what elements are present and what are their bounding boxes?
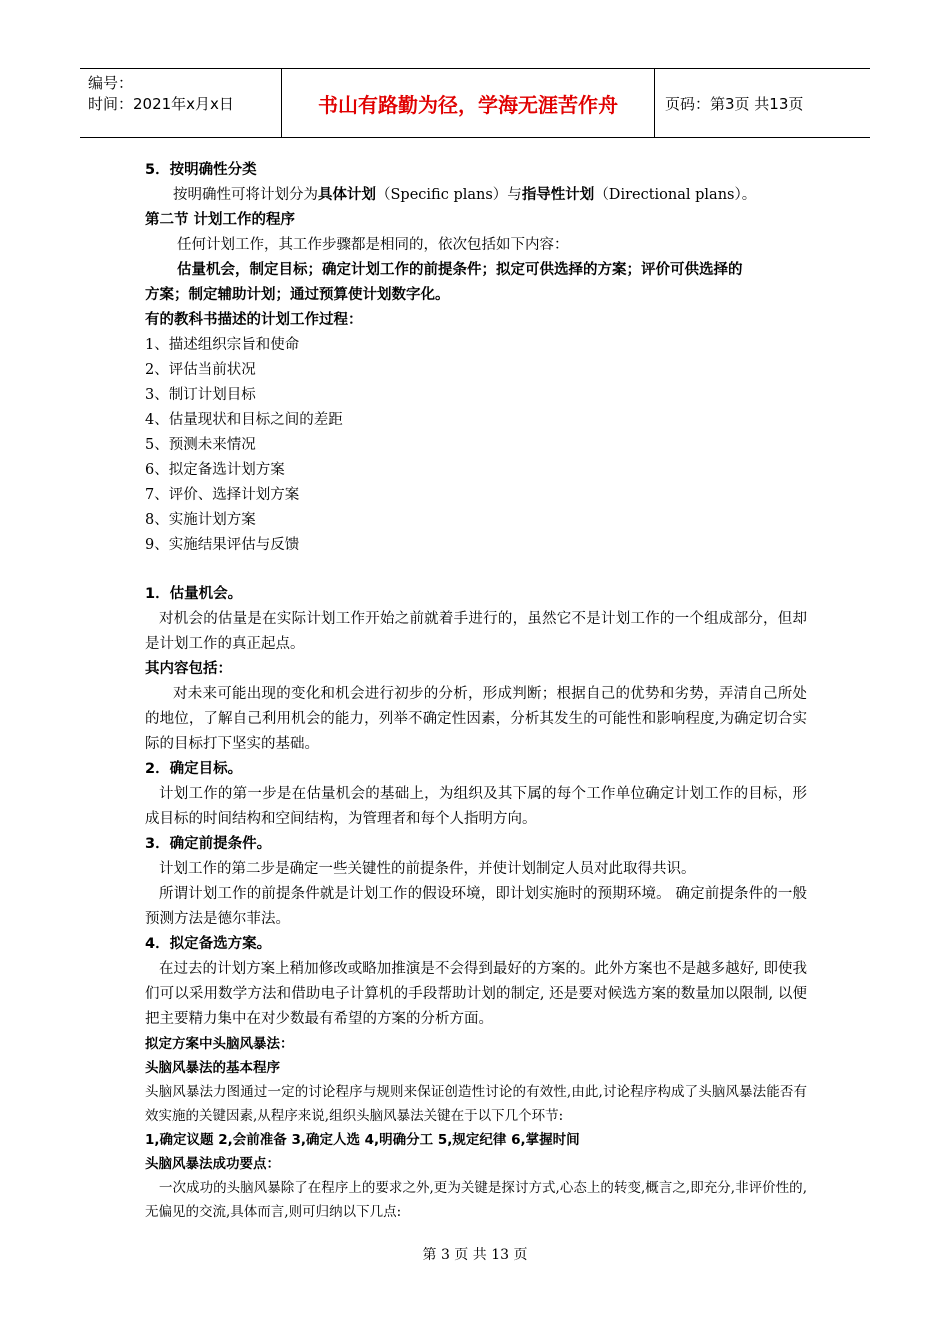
heading-2: 2．确定目标。	[145, 761, 243, 777]
brainstorm-key-title: 头脑风暴法成功要点：	[145, 1156, 280, 1172]
p5-bold-1: 具体计划	[318, 187, 376, 203]
header-meta	[80, 69, 282, 137]
list-item: 6、拟定备选计划方案	[145, 462, 285, 478]
paragraph-3a: 计划工作的第二步是确定一些关键性的前提条件，并使计划制定人员对此取得共识。	[159, 861, 696, 877]
paragraph-5	[145, 183, 807, 208]
time-label: 时间：2021年x月x日	[88, 95, 234, 113]
p5-text-1: 按明确性可将计划分为	[173, 187, 318, 203]
heading-5: 5．按明确性分类	[145, 162, 257, 178]
heading-1b: 其内容包括：	[145, 661, 232, 677]
brainstorm-paragraph: 头脑风暴法力图通过一定的讨论程序与规则来保证创造性讨论的有效性,由此,讨论程序构成了头脑风暴法能否有效实施的关键因素,从程序来说,组织头脑风暴法关键在于以下几个环节:	[145, 1084, 807, 1124]
list-item: 3、制订计划目标	[145, 387, 256, 403]
list-item: 2、评估当前状况	[145, 362, 256, 378]
document-body	[145, 158, 807, 1224]
p5-text-2: （Specific plans）与	[376, 187, 522, 203]
paragraph-4: 在过去的计划方案上稍加修改或略加推演是不会得到最好的方案的。此外方案也不是越多越好, 即使我们可以采用数学方法和借助电子计算机的手段帮助计划的制定, 还是要对候选方案的数量加以限制, 以便把主要精力集中在对少数最有希望的方案的分析方面。	[145, 961, 807, 1027]
p5-bold-2: 指导性计划	[521, 187, 595, 203]
process-list	[145, 333, 807, 558]
page-header	[80, 68, 870, 138]
number-label: 编号：	[88, 74, 134, 92]
paragraph-any: 任何计划工作，其工作步骤都是相同的，依次包括如下内容：	[177, 237, 569, 253]
list-item: 1、描述组织宗旨和使命	[145, 337, 300, 353]
textbook-title: 有的教科书描述的计划工作过程：	[145, 312, 363, 328]
p5-text-3: （Directional plans）。	[594, 187, 757, 203]
brainstorm-title: 拟定方案中头脑风暴法：	[145, 1036, 294, 1052]
paragraph-1: 对机会的估量是在实际计划工作开始之前就着手进行的，虽然它不是计划工作的一个组成部分，但却是计划工作的真正起点。	[145, 611, 807, 652]
steps-line-1: 估量机会，制定目标；确定计划工作的前提条件；拟定可供选择的方案；评价可供选择的	[177, 262, 743, 278]
heading-3: 3．确定前提条件。	[145, 836, 272, 852]
page-footer: 第 3 页 共 13 页	[422, 1247, 528, 1263]
paragraph-2: 计划工作的第一步是在估量机会的基础上，为组织及其下属的每个工作单位确定计划工作的目标，形成目标的时间结构和空间结构，为管理者和每个人指明方向。	[145, 786, 807, 827]
header-page-info: 页码：第3页 共13页	[665, 94, 804, 113]
section-2-title: 第二节 计划工作的程序	[145, 212, 296, 228]
list-item: 5、预测未来情况	[145, 437, 256, 453]
brainstorm-steps: 1,确定议题 2,会前准备 3,确定人选 4,明确分工 5,规定纪律 6,掌握时间	[145, 1132, 580, 1148]
heading-4: 4．拟定备选方案。	[145, 936, 272, 952]
steps-line-2: 方案；制定辅助计划；通过预算使计划数字化。	[145, 287, 450, 303]
brainstorm-procedure-title: 头脑风暴法的基本程序	[145, 1060, 280, 1076]
list-item: 8、实施计划方案	[145, 512, 256, 528]
list-item: 7、评价、选择计划方案	[145, 487, 300, 503]
heading-1: 1．估量机会。	[145, 586, 243, 602]
brainstorm-key-paragraph: 一次成功的头脑风暴除了在程序上的要求之外,更为关键是探讨方式,心态上的转变,概言之,即充分,非评价性的,无偏见的交流,具体而言,则可归纳以下几点:	[145, 1180, 807, 1220]
paragraph-3b: 所谓计划工作的前提条件就是计划工作的假设环境，即计划实施时的预期环境。 确定前提条件的一般预测方法是德尔菲法。	[145, 886, 807, 927]
list-item: 9、实施结果评估与反馈	[145, 537, 300, 553]
list-item: 4、估量现状和目标之间的差距	[145, 412, 343, 428]
paragraph-1b: 对未来可能出现的变化和机会进行初步的分析，形成判断；根据自己的优势和劣势，弄清自己所处的地位，了解自己利用机会的能力，列举不确定性因素，分析其发生的可能性和影响程度,为确定切合实际的目标打下坚实的基础。	[145, 686, 807, 752]
spacer	[145, 558, 807, 582]
header-motto: 书山有路勤为径，学海无涯苦作舟	[282, 69, 655, 137]
